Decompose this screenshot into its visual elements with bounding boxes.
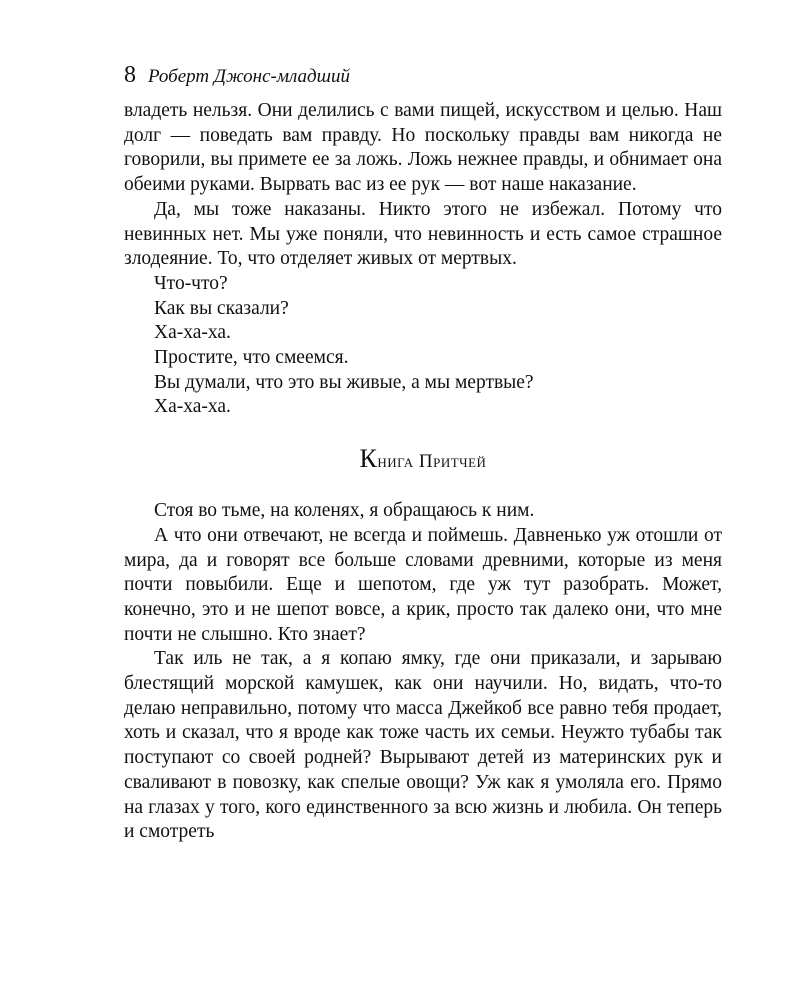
- page-number: 8: [124, 62, 136, 88]
- running-head: [124, 62, 722, 92]
- dialogue-line: Как вы сказали?: [154, 297, 289, 319]
- paragraph: владеть нельзя. Они делились с вами пищей, искусством и целью. Наш долг — поведать вам правду. Но поскольку правды вам никогда не говорили, вы примете ее за ложь. Ложь нежнее правды, и обнимает она обеими руками. Вырвать вас из ее рук — вот наше наказание.: [124, 100, 722, 196]
- dialogue-block: [124, 272, 722, 420]
- dialogue-line: Вы думали, что это вы живые, а мы мертвые?: [154, 371, 534, 393]
- paragraph: А что они отвечают, не всегда и поймешь. Давненько уж отошли от мира, да и говорят все больше словами древними, которые из меня почти повыбили. Еще и шепотом, где уж тут разобрать. Может, конечно, это и не шепот вовсе, а крик, просто так далеко они, что мне почти не слышно. Кто знает?: [124, 524, 722, 645]
- dialogue-line: Ха-ха-ха.: [154, 322, 231, 344]
- paragraph: Да, мы тоже наказаны. Никто этого не избежал. Потому что невинных нет. Мы уже поняли, что невинность и есть самое страшное злодеяние. То, что отделяет живых от мертвых.: [124, 198, 722, 270]
- dialogue-line: Ха-ха-ха.: [154, 396, 231, 418]
- dialogue-line: Что-что?: [154, 272, 228, 294]
- paragraph: Так иль не так, а я копаю ямку, где они приказали, и зарываю блестящий морской камушек, как они научили. Но, видать, что-то делаю неправильно, потому что масса Джейкоб все равно тебя продает, хоть и сказал, что я вроде как тоже часть их семьи. Неужто тубабы так поступают со своей родней? Вырывают детей из материнских рук и сваливают в повозку, как спелые овощи? Уж как я умоляла его. Прямо на глазах у того, кого единственного за всю жизнь и любила. Он теперь и смотреть: [124, 648, 722, 843]
- book-page: [124, 62, 722, 845]
- paragraph: Стоя во тьме, на коленях, я обращаюсь к ним.: [154, 500, 535, 522]
- dialogue-line: Простите, что смеемся.: [154, 347, 349, 369]
- running-title: Роберт Джонс-младший: [148, 66, 350, 87]
- chapter-title: Книга Притчей: [359, 444, 487, 474]
